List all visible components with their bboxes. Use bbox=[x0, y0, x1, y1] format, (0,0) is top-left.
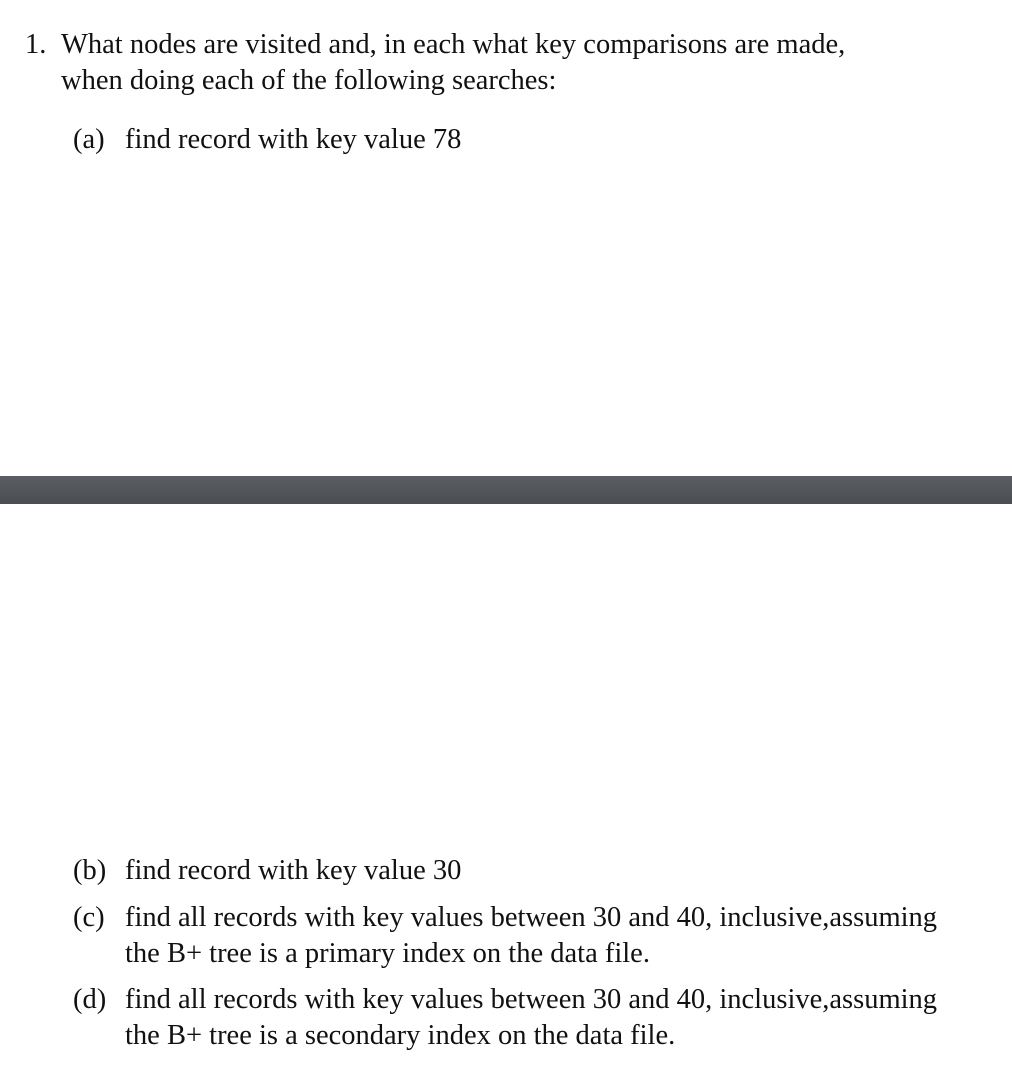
part-b-label: (b) bbox=[73, 855, 107, 886]
part-a-text: find record with key value 78 bbox=[125, 124, 462, 155]
part-c-text-line-2: the B+ tree is a primary index on the data file. bbox=[125, 938, 650, 969]
part-d-text-line-2: the B+ tree is a secondary index on the data file. bbox=[125, 1020, 676, 1051]
part-c-text-line-1: find all records with key values between 30 and 40, inclusive,assuming bbox=[125, 902, 938, 933]
question-text-line-1: What nodes are visited and, in each what key comparisons are made, bbox=[61, 29, 846, 60]
question-number: 1. bbox=[25, 29, 47, 60]
question-text-line-2: when doing each of the following searches: bbox=[61, 65, 557, 96]
part-c-label: (c) bbox=[73, 902, 105, 933]
part-b-text: find record with key value 30 bbox=[125, 855, 462, 886]
part-a-label: (a) bbox=[73, 124, 105, 155]
part-d-text-line-1: find all records with key values between 30 and 40, inclusive,assuming bbox=[125, 984, 938, 1015]
part-d-label: (d) bbox=[73, 984, 107, 1015]
page-separator bbox=[0, 476, 1012, 504]
